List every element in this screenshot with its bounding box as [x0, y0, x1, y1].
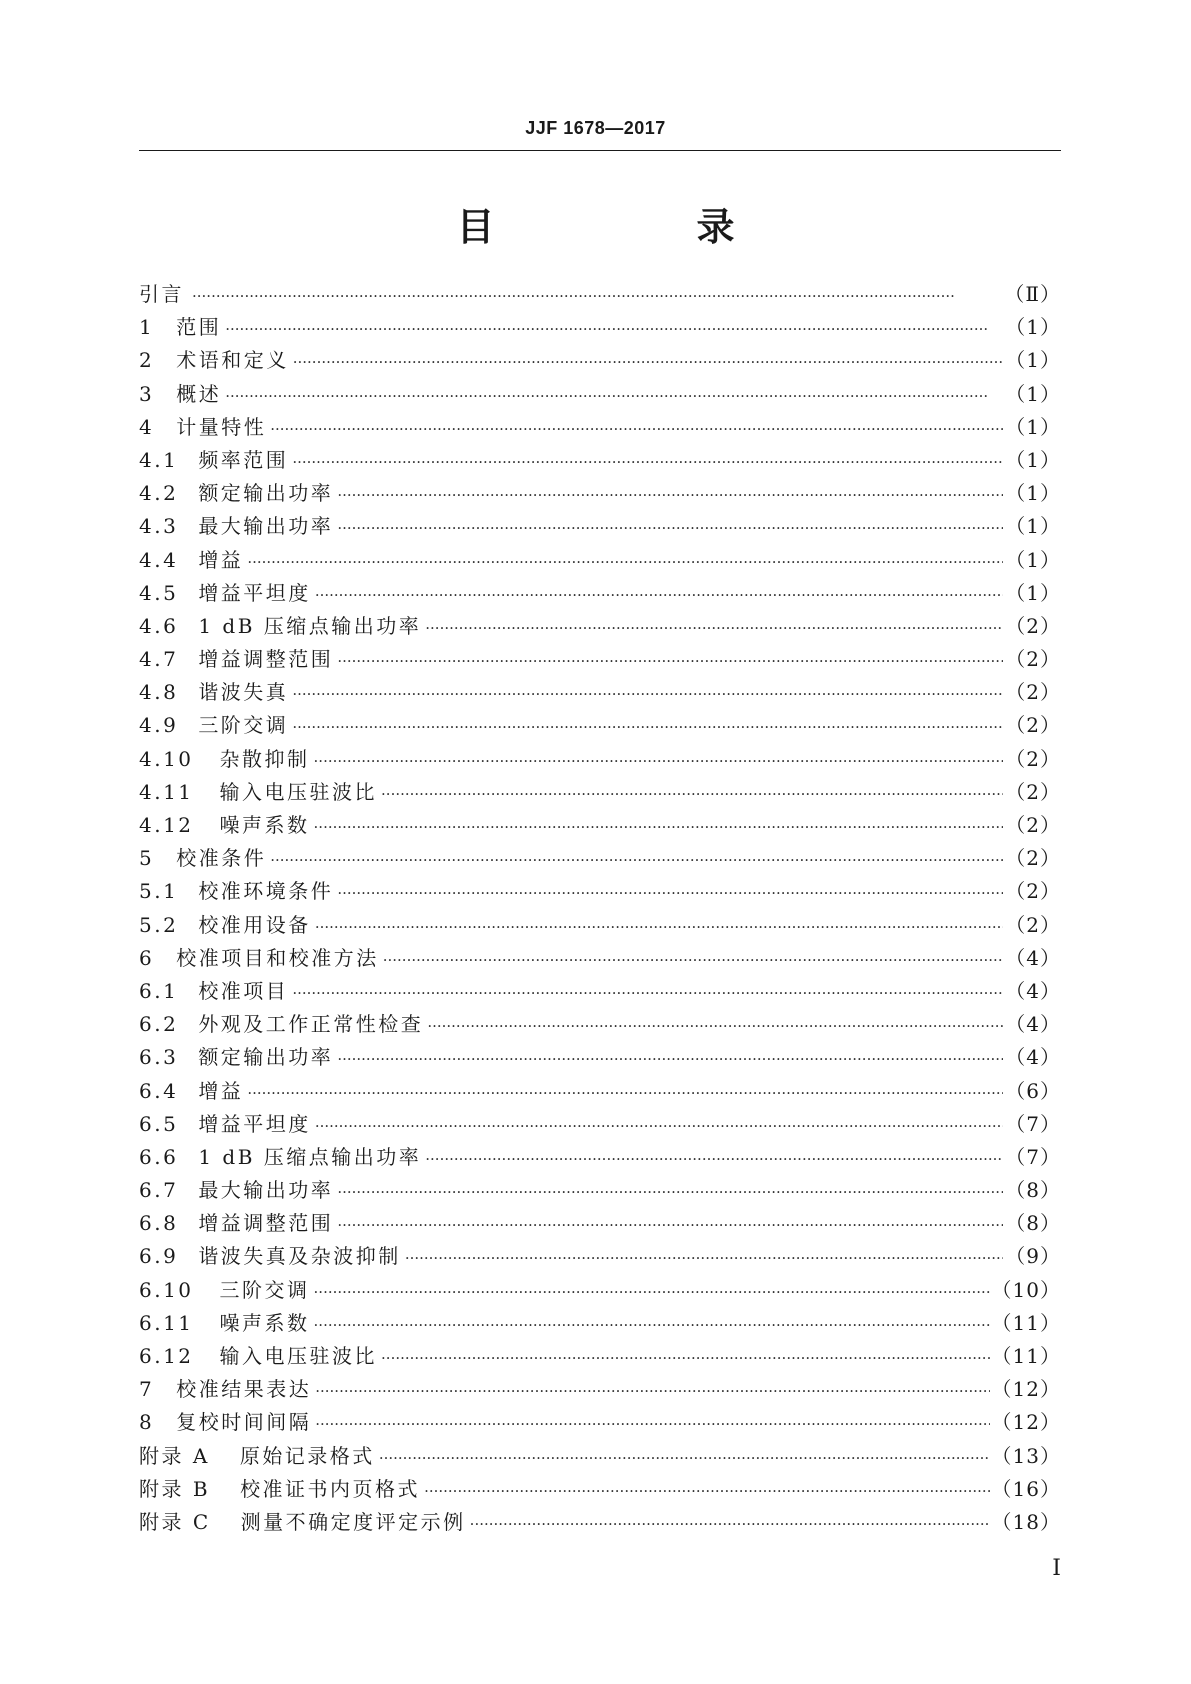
- toc-entry[interactable]: [139, 709, 1061, 742]
- toc-entry-number: 8: [139, 1410, 155, 1435]
- toc-entry-number: 4.11: [139, 779, 194, 804]
- toc-entry-page: （9）: [1005, 1244, 1061, 1269]
- toc-entry-number: 4.3: [139, 514, 179, 539]
- toc-entry-title: 额定输出功率: [198, 481, 334, 506]
- toc-entry-page: （10）: [991, 1277, 1061, 1302]
- toc-entry[interactable]: [139, 411, 1061, 444]
- toc-entry-title: 最大输出功率: [198, 514, 334, 539]
- toc-dot-leader: [337, 1209, 1003, 1242]
- toc-entry[interactable]: [139, 610, 1061, 643]
- table-of-contents: [139, 278, 1061, 1539]
- toc-entry[interactable]: [139, 875, 1061, 908]
- toc-entry-title: 谐波失真: [198, 680, 289, 705]
- toc-entry-number: 4.1: [139, 447, 179, 472]
- toc-dot-leader: [225, 313, 1003, 346]
- toc-entry-title: 校准项目: [198, 978, 289, 1003]
- toc-entry[interactable]: [139, 643, 1061, 676]
- toc-entry[interactable]: [139, 1406, 1061, 1439]
- toc-entry-title: 噪声系数: [219, 1310, 310, 1335]
- toc-entry[interactable]: [139, 1440, 1061, 1473]
- toc-entry-page: （1）: [1005, 547, 1061, 572]
- toc-entry-title: 增益: [198, 1078, 244, 1103]
- toc-entry-number: 4.2: [139, 481, 179, 506]
- toc-entry-title: 校准证书内页格式: [240, 1476, 421, 1501]
- toc-entry-page: （4）: [1005, 1012, 1061, 1037]
- toc-entry-page: （13）: [991, 1443, 1061, 1468]
- page-title: 目 录: [456, 205, 817, 249]
- toc-dot-leader: [315, 911, 1003, 944]
- toc-dot-leader: [337, 645, 1003, 678]
- toc-entry-title: 校准环境条件: [198, 879, 334, 904]
- toc-entry-number: 6.11: [139, 1310, 194, 1335]
- toc-entry-number: 附录 C: [139, 1509, 211, 1534]
- toc-entry-page: （4）: [1005, 945, 1061, 970]
- toc-entry-title: 原始记录格式: [239, 1443, 375, 1468]
- toc-entry-number: 7: [139, 1377, 155, 1402]
- toc-entry-title: 1 dB 压缩点输出功率: [198, 1144, 422, 1169]
- toc-entry-number: 6.7: [139, 1178, 179, 1203]
- toc-entry-page: （18）: [991, 1509, 1061, 1534]
- toc-entry-page: （1）: [1005, 381, 1061, 406]
- toc-entry-title: 校准用设备: [198, 912, 311, 937]
- toc-entry-number: 6.5: [139, 1111, 179, 1136]
- toc-entry-page: （2）: [1005, 613, 1061, 638]
- toc-entry-number: 5.2: [139, 912, 179, 937]
- toc-entry-number: 附录 B: [139, 1476, 211, 1501]
- toc-entry-title: 校准结果表达: [176, 1377, 312, 1402]
- toc-entry[interactable]: [139, 1373, 1061, 1406]
- toc-entry-page: （11）: [991, 1310, 1061, 1335]
- toc-entry[interactable]: [139, 344, 1061, 377]
- toc-entry[interactable]: [139, 1075, 1061, 1108]
- toc-entry-page: （7）: [1005, 1111, 1061, 1136]
- toc-dot-leader: [337, 512, 1003, 545]
- toc-dot-leader: [270, 413, 1003, 446]
- toc-entry-number: 6.12: [139, 1344, 194, 1368]
- toc-entry-title: 三阶交调: [219, 1277, 310, 1302]
- toc-entry-number: 4.5: [139, 580, 179, 605]
- toc-entry-page: （2）: [1005, 912, 1061, 937]
- toc-entry[interactable]: [139, 1041, 1061, 1074]
- toc-entry-number: 5: [139, 846, 155, 871]
- toc-dot-leader: [270, 844, 1003, 877]
- toc-entry-number: 5.1: [139, 879, 179, 904]
- toc-entry-page: （2）: [1005, 647, 1061, 672]
- toc-dot-leader: [381, 1342, 990, 1375]
- page-number: Ⅰ: [1052, 1556, 1061, 1581]
- toc-entry-page: （6）: [1005, 1078, 1061, 1103]
- toc-entry-page: （2）: [1005, 846, 1061, 871]
- toc-entry-number: 4.10: [139, 746, 194, 771]
- toc-entry[interactable]: [139, 311, 1061, 344]
- toc-entry-page: （Ⅱ）: [1004, 282, 1061, 306]
- toc-entry-number: 6: [139, 945, 155, 970]
- toc-dot-leader: [292, 711, 1003, 744]
- toc-entry-title: 增益调整范围: [198, 1211, 334, 1236]
- toc-dot-leader: [192, 280, 1002, 313]
- toc-entry-title: 复校时间间隔: [176, 1410, 312, 1435]
- toc-entry-title: 测量不确定度评定示例: [240, 1509, 466, 1534]
- toc-entry-title: 频率范围: [198, 447, 289, 472]
- toc-entry[interactable]: [139, 975, 1061, 1008]
- toc-dot-leader: [247, 546, 1003, 579]
- toc-entry-page: （8）: [1005, 1178, 1061, 1203]
- toc-dot-leader: [315, 1110, 1003, 1143]
- toc-entry-number: 6.9: [139, 1244, 179, 1269]
- document-code-header: JJF 1678—2017: [525, 118, 666, 138]
- toc-dot-leader: [293, 346, 1004, 379]
- toc-entry[interactable]: [139, 1108, 1061, 1141]
- toc-entry[interactable]: [139, 809, 1061, 842]
- toc-entry[interactable]: [139, 1506, 1061, 1539]
- toc-entry[interactable]: [139, 1141, 1061, 1174]
- toc-entry-title: 额定输出功率: [198, 1045, 334, 1070]
- toc-entry-number: 4.4: [139, 547, 179, 572]
- toc-dot-leader: [337, 877, 1003, 910]
- toc-entry[interactable]: [139, 743, 1061, 776]
- toc-entry-page: （11）: [991, 1344, 1061, 1368]
- toc-entry-number: 4.6: [139, 613, 179, 638]
- toc-entry-page: （1）: [1005, 348, 1061, 373]
- toc-entry-number: 6.10: [139, 1277, 194, 1302]
- toc-entry-title: 增益: [198, 547, 244, 572]
- toc-entry-title: 谐波失真及杂波抑制: [198, 1244, 401, 1269]
- toc-dot-leader: [225, 380, 1003, 413]
- toc-entry-number: 6.3: [139, 1045, 179, 1070]
- toc-entry-title: 增益平坦度: [198, 1111, 311, 1136]
- toc-entry-page: （2）: [1005, 713, 1061, 738]
- toc-entry-title: 输入电压驻波比: [219, 779, 378, 804]
- toc-dot-leader: [470, 1508, 990, 1541]
- toc-entry[interactable]: [139, 378, 1061, 411]
- toc-entry-title: 增益平坦度: [198, 580, 311, 605]
- toc-entry-title: 最大输出功率: [198, 1178, 334, 1203]
- toc-entry-page: （2）: [1005, 779, 1061, 804]
- toc-entry-title: 校准条件: [176, 846, 267, 871]
- toc-entry-number: 4: [139, 414, 155, 439]
- toc-dot-leader: [314, 1276, 990, 1309]
- toc-entry[interactable]: [139, 1174, 1061, 1207]
- toc-entry-number: 6.2: [139, 1012, 179, 1037]
- toc-dot-leader: [315, 1375, 989, 1408]
- toc-entry-title: 杂散抑制: [219, 746, 310, 771]
- toc-entry-number: 6.1: [139, 978, 179, 1003]
- toc-entry-page: （12）: [991, 1377, 1061, 1402]
- toc-entry-number: 4.8: [139, 680, 179, 705]
- toc-entry-page: （12）: [991, 1410, 1061, 1435]
- toc-entry[interactable]: [139, 477, 1061, 510]
- header-rule: [139, 150, 1061, 151]
- toc-entry-page: （2）: [1005, 746, 1061, 771]
- toc-dot-leader: [381, 778, 1003, 811]
- toc-dot-leader: [383, 944, 1004, 977]
- toc-entry-number: 6.4: [139, 1078, 179, 1103]
- toc-entry-page: （2）: [1005, 813, 1061, 837]
- toc-entry-number: 附录 A: [139, 1443, 210, 1468]
- toc-entry[interactable]: [139, 1340, 1061, 1373]
- toc-entry[interactable]: [139, 278, 1061, 311]
- toc-entry[interactable]: [139, 842, 1061, 875]
- toc-entry-page: （4）: [1005, 978, 1061, 1003]
- toc-entry-page: （2）: [1005, 680, 1061, 705]
- toc-entry-page: （7）: [1005, 1144, 1061, 1169]
- toc-entry[interactable]: [139, 942, 1061, 975]
- toc-entry-page: （4）: [1005, 1045, 1061, 1070]
- toc-entry-title: 概述: [176, 381, 222, 406]
- toc-dot-leader: [314, 811, 1004, 844]
- toc-entry-page: （1）: [1005, 414, 1061, 439]
- toc-entry-page: （1）: [1005, 514, 1061, 539]
- toc-dot-leader: [247, 1077, 1003, 1110]
- toc-dot-leader: [427, 1010, 1003, 1043]
- toc-dot-leader: [425, 612, 1003, 645]
- toc-dot-leader: [337, 479, 1003, 512]
- toc-dot-leader: [292, 678, 1003, 711]
- toc-entry-number: 6.6: [139, 1144, 179, 1169]
- toc-entry[interactable]: [139, 1274, 1061, 1307]
- toc-entry[interactable]: [139, 577, 1061, 610]
- toc-entry-number: 引言: [139, 282, 184, 306]
- toc-dot-leader: [379, 1442, 990, 1475]
- toc-entry-title: 增益调整范围: [198, 647, 334, 672]
- toc-entry-number: 1: [139, 315, 155, 340]
- toc-entry[interactable]: [139, 444, 1061, 477]
- toc-entry-title: 噪声系数: [219, 813, 310, 837]
- toc-entry[interactable]: [139, 776, 1061, 809]
- toc-dot-leader: [337, 1176, 1003, 1209]
- toc-dot-leader: [292, 446, 1003, 479]
- toc-entry-title: 1 dB 压缩点输出功率: [198, 613, 422, 638]
- toc-dot-leader: [425, 1143, 1003, 1176]
- toc-entry-page: （1）: [1005, 481, 1061, 506]
- toc-entry[interactable]: [139, 676, 1061, 709]
- toc-dot-leader: [314, 745, 1004, 778]
- toc-entry-page: （1）: [1005, 580, 1061, 605]
- toc-entry-title: 术语和定义: [176, 348, 289, 373]
- toc-entry[interactable]: [139, 1473, 1061, 1506]
- toc-entry[interactable]: [139, 1008, 1061, 1041]
- toc-entry-title: 校准项目和校准方法: [176, 945, 379, 970]
- toc-entry-page: （8）: [1005, 1211, 1061, 1236]
- toc-entry-title: 范围: [176, 315, 222, 340]
- toc-entry-page: （2）: [1005, 879, 1061, 904]
- toc-entry-page: （1）: [1005, 447, 1061, 472]
- toc-entry[interactable]: [139, 510, 1061, 543]
- toc-entry-number: 4.9: [139, 713, 179, 738]
- toc-dot-leader: [337, 1043, 1003, 1076]
- toc-dot-leader: [314, 1309, 990, 1342]
- toc-entry[interactable]: [139, 1240, 1061, 1273]
- toc-entry-number: 4.7: [139, 647, 179, 672]
- toc-entry-title: 计量特性: [176, 414, 267, 439]
- toc-entry-number: 6.8: [139, 1211, 179, 1236]
- toc-dot-leader: [292, 977, 1003, 1010]
- toc-entry[interactable]: [139, 544, 1061, 577]
- toc-entry-title: 输入电压驻波比: [219, 1344, 378, 1368]
- toc-entry[interactable]: [139, 909, 1061, 942]
- toc-entry-number: 4.12: [139, 813, 194, 837]
- toc-dot-leader: [315, 1408, 989, 1441]
- toc-entry-title: 三阶交调: [198, 713, 289, 738]
- toc-entry-page: （1）: [1005, 315, 1061, 340]
- toc-entry[interactable]: [139, 1307, 1061, 1340]
- toc-entry-number: 3: [139, 381, 155, 406]
- toc-entry-number: 2: [139, 348, 155, 373]
- toc-dot-leader: [315, 579, 1003, 612]
- toc-entry-page: （16）: [991, 1476, 1061, 1501]
- toc-entry-title: 外观及工作正常性检查: [198, 1012, 424, 1037]
- toc-dot-leader: [424, 1475, 989, 1508]
- toc-dot-leader: [405, 1242, 1003, 1275]
- toc-entry[interactable]: [139, 1207, 1061, 1240]
